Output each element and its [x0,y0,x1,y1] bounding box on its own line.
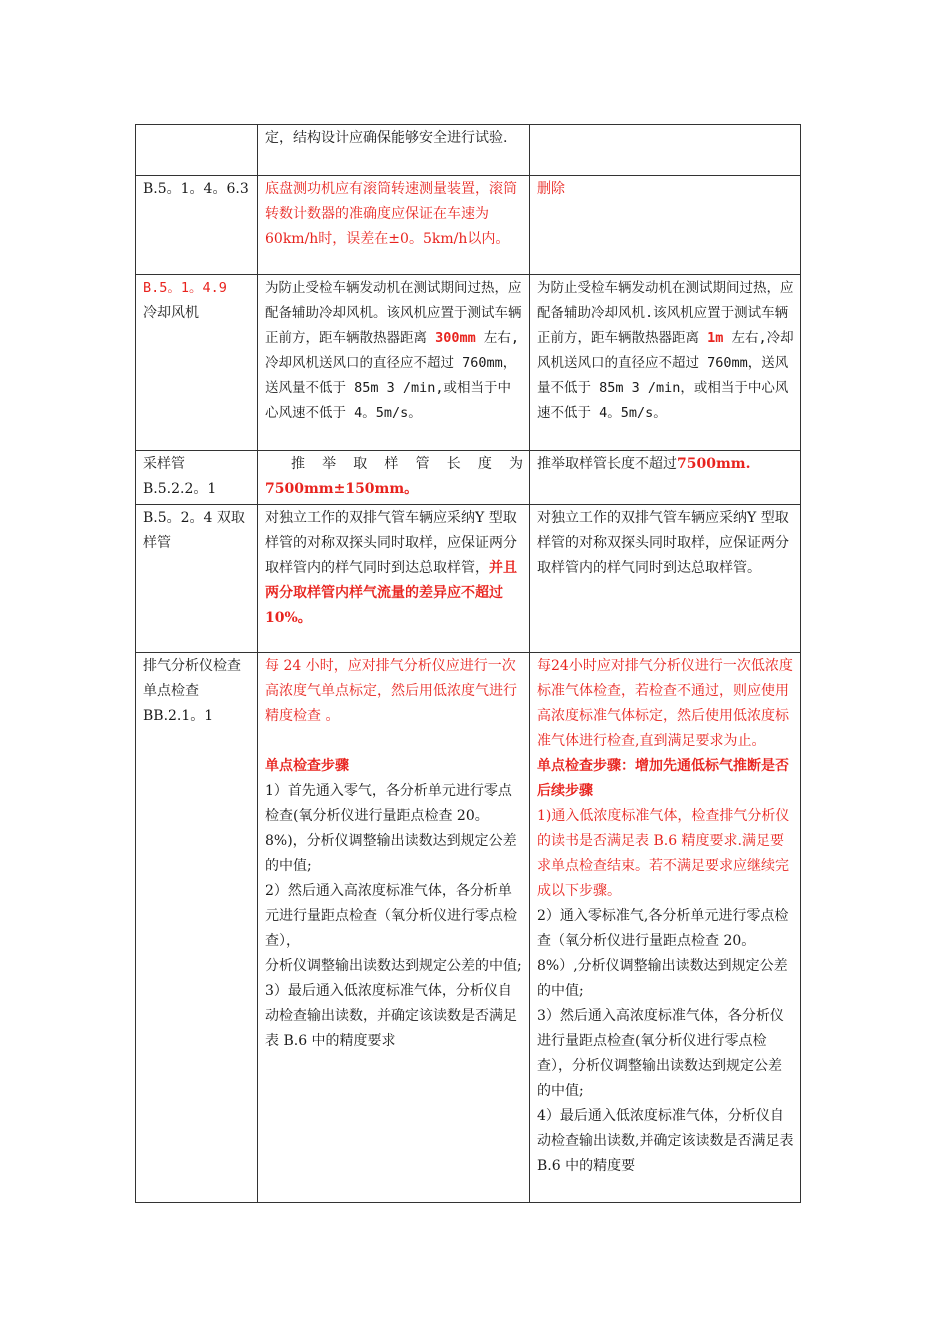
original-text-cell: 定，结构设计应确保能够安全进行试验. [258,125,530,176]
table-row [136,176,801,275]
step-item: 3）最后通入低浓度标准气体，分析仪自动检查输出读数，并确定该读数是否满足表 B.6 中的精度要求 [265,983,517,1049]
revised-text-cell [530,275,801,451]
clause-cell [136,451,258,505]
clause-subtitle: 单点检查 [143,683,199,699]
revised-text-cell: 删除 [530,176,801,275]
highlight-value: 7500mm. [677,456,751,472]
original-text-cell [258,653,530,1203]
highlight-value: 300mm [435,330,476,346]
clause-cell: B.5。1。4。6.3 [136,176,258,275]
text-segment: 推举取样管长度为 [291,456,523,472]
intro-text: 每24小时应对排气分析仪进行一次低浓度标准气体检查，若检查不通过，则应使用高浓度标准气体标定，然后使用低浓度标准气体进行检查,直到满足要求为止。 [537,658,793,749]
highlight-value: 1m [707,330,724,346]
clause-title: 采样管 [143,456,185,472]
table-row [136,125,801,176]
clause-cell: B.5。2。4 双取样管 [136,505,258,653]
original-text-cell [258,451,530,505]
text-segment: 左右,冷却风机送风口的直径应不超过 760mm，送风量不低于 85m 3 /min，或相当于中心风速不低于 4。5m/s。 [537,330,794,421]
original-text-cell [258,275,530,451]
table-row [136,451,801,505]
highlight-value: 并且两分取样管内样气流量的差异应不超过10%。 [265,560,517,626]
table-row [136,653,801,1203]
highlight-value: 7500mm±150mm。 [265,481,419,497]
text-segment: 对独立工作的双排气管车辆应采纳Y 型取样管的对称双探头同时取样，应保证两分取样管内的样气同时到达总取样管， [265,510,517,576]
table-row [136,275,801,451]
text-segment: 为防止受检车辆发动机在测试期间过热，应配备辅助冷却风机。该风机应置于测试车辆正前方，距车辆散热器距离 [265,280,522,346]
revised-text-cell [530,451,801,505]
clause-title: 冷却风机 [143,305,199,321]
clause-number: BB.2.1。1 [143,708,214,724]
step-item: 1)通入低浓度标准气体，检查排气分析仪的读书是否满足表 B.6 精度要求.满足要求单点检查结束。若不满足要求应继续完成以下步骤。 [537,808,790,899]
step-item: 2）然后通入高浓度标准气体，各分析单元进行量距点检查（氧分析仪进行零点检查）， [265,883,517,949]
clause-cell [136,653,258,1203]
original-text-cell [258,505,530,653]
revised-text-cell [530,125,801,176]
clause-cell [136,125,258,176]
clause-number: B.5。1。4.9 [143,280,227,296]
clause-number: B.5.2.2。1 [143,481,217,497]
step-item: 2）通入零标准气,各分析单元进行零点检查（氧分析仪进行量距点检查 20。8%）,分析仪调整输出读数达到规定公差的中值; [537,908,789,999]
spacer [265,729,523,754]
table-row [136,505,801,653]
original-text-cell: 底盘测功机应有滚筒转速测量装置，滚筒转数计数器的准确度应保证在车速为60km/h时，误差在±0。5km/h以内。 [258,176,530,275]
step-item: 3）然后通入高浓度标准气体，各分析仪进行量距点检查(氧分析仪进行零点检查），分析仪调整输出读数达到规定公差的中值; [537,1008,784,1099]
step-item: 分析仪调整输出读数达到规定公差的中值; [265,958,522,974]
step-item: 4）最后通入低浓度标准气体，分析仪自动检查输出读数,并确定该读数是否满足表 B.6 中的精度要 [537,1108,794,1174]
steps-heading: 单点检查步骤 [265,758,349,774]
clause-title: 排气分析仪检查 [143,658,241,674]
text-segment: 左右,冷却风机送风口的直径应不超过 760mm，送风量不低于 85m 3 /min,或相当于中心风速不低于 4。5m/s。 [265,330,520,421]
intro-text: 每 24 小时，应对排气分析仪应进行一次高浓度气单点标定，然后用低浓度气进行精度检查 。 [265,658,517,724]
steps-heading: 单点检查步骤：增加先通低标气推断是否后续步骤 [537,758,789,799]
text-segment: 为防止受检车辆发动机在测试期间过热，应配备辅助冷却风机.该风机应置于测试车辆正前方，距车辆散热器距离 [537,280,794,346]
comparison-table [135,124,801,1203]
clause-cell [136,275,258,451]
revised-text-cell: 对独立工作的双排气管车辆应采纳Y 型取样管的对称双探头同时取样，应保证两分取样管内的样气同时到达总取样管。 [530,505,801,653]
revised-text-cell [530,653,801,1203]
step-item: 1）首先通入零气，各分析单元进行零点检查(氧分析仪进行量距点检查 20。8%)，分析仪调整输出读数达到规定公差的中值; [265,783,517,874]
text-segment: 推举取样管长度不超过 [537,456,677,472]
